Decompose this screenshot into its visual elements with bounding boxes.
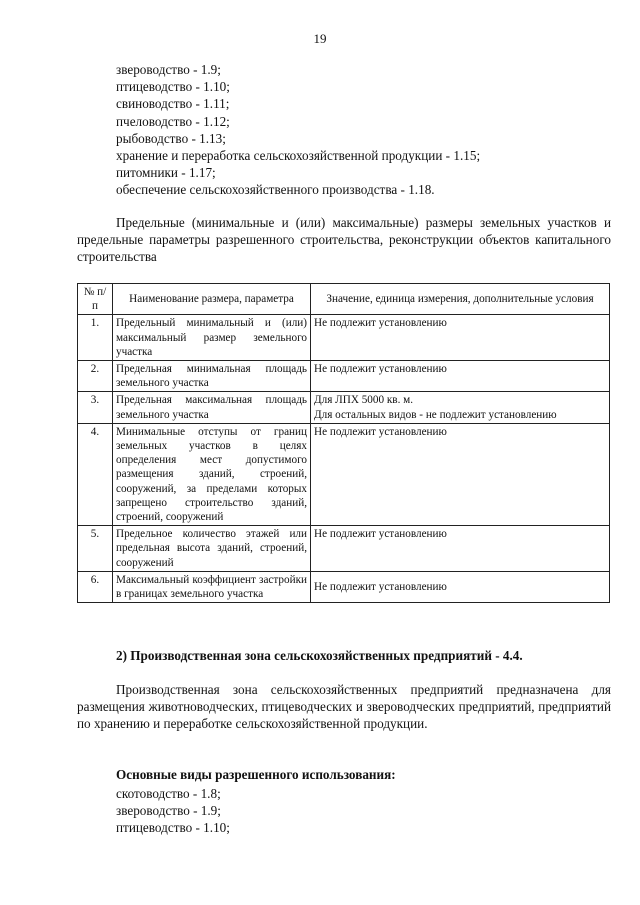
section-paragraph: Производственная зона сельскохозяйственных предприятий предназначена для размещения животноводческих, птицеводческих и звероводческих предприятий, предприятий по хранению и переработке сельскохозяйственной продукции. xyxy=(77,682,611,732)
row-name: Предельная максимальная площадь земельного участка xyxy=(113,392,311,423)
header-name: Наименование размера, параметра xyxy=(113,284,311,315)
list-item: звероводство - 1.9; xyxy=(116,62,221,77)
page-number: 19 xyxy=(313,31,327,46)
row-num: 3. xyxy=(78,392,113,423)
table-row xyxy=(78,361,610,392)
row-name: Максимальный коэффициент застройки в границах земельного участка xyxy=(113,571,311,602)
list-item: пчеловодство - 1.12; xyxy=(116,113,230,129)
row-name: Предельное количество этажей или предельная высота зданий, строений, сооружений xyxy=(113,526,311,572)
table-row xyxy=(78,423,610,525)
list-item: птицеводство - 1.10; xyxy=(116,79,230,95)
list-item: звероводство - 1.9; xyxy=(116,803,221,819)
land-use-list-bottom xyxy=(116,785,230,837)
list-item: обеспечение сельскохозяйственного производства - 1.18. xyxy=(116,182,435,198)
row-value-group xyxy=(311,392,610,423)
row-value-2: Для остальных видов - не подлежит установлению xyxy=(314,408,557,421)
row-value: Не подлежит установлению xyxy=(311,315,610,361)
subheading: Основные виды разрешенного использования: xyxy=(116,767,396,782)
list-item: хранение и переработка сельскохозяйственной продукции - 1.15; xyxy=(116,148,481,164)
row-name: Предельная минимальная площадь земельного участка xyxy=(113,361,311,392)
table-header-row xyxy=(78,284,610,315)
row-value: Не подлежит установлению xyxy=(311,423,610,525)
row-value: Не подлежит установлению xyxy=(311,571,610,602)
row-value: Не подлежит установлению xyxy=(311,526,610,572)
list-item: скотоводство - 1.8; xyxy=(116,786,221,801)
list-item: питомники - 1.17; xyxy=(116,165,216,181)
intro-paragraph: Предельные (минимальные и (или) максимальные) размеры земельных участков и предельные параметры разрешенного строительства, реконструкции объектов капитального строительства xyxy=(77,215,611,265)
list-item: птицеводство - 1.10; xyxy=(116,820,230,836)
row-value: Не подлежит установлению xyxy=(311,361,610,392)
row-name: Минимальные отступы от границ земельных участков в целях определения мест допустимого размещения зданий, строений, сооружений, за пределами которых запрещено строительство зданий, строений, сооружений xyxy=(113,423,311,525)
table-row xyxy=(78,526,610,572)
parameters-table xyxy=(77,283,610,603)
row-num: 1. xyxy=(78,315,113,361)
row-num: 6. xyxy=(78,571,113,602)
header-num: № п/п xyxy=(78,284,113,315)
row-name: Предельный минимальный и (или) максимальный размер земельного участка xyxy=(113,315,311,361)
section-heading: 2) Производственная зона сельскохозяйственных предприятий - 4.4. xyxy=(116,648,523,663)
table-row xyxy=(78,392,610,423)
header-value: Значение, единица измерения, дополнительные условия xyxy=(311,284,610,315)
row-num: 2. xyxy=(78,361,113,392)
row-num: 4. xyxy=(78,423,113,525)
table-row xyxy=(78,571,610,602)
table-row xyxy=(78,315,610,361)
land-use-list-top xyxy=(116,61,480,199)
row-num: 5. xyxy=(78,526,113,572)
list-item: рыбоводство - 1.13; xyxy=(116,130,226,146)
list-item: свиноводство - 1.11; xyxy=(116,96,230,112)
row-value: Для ЛПХ 5000 кв. м. xyxy=(314,394,414,407)
